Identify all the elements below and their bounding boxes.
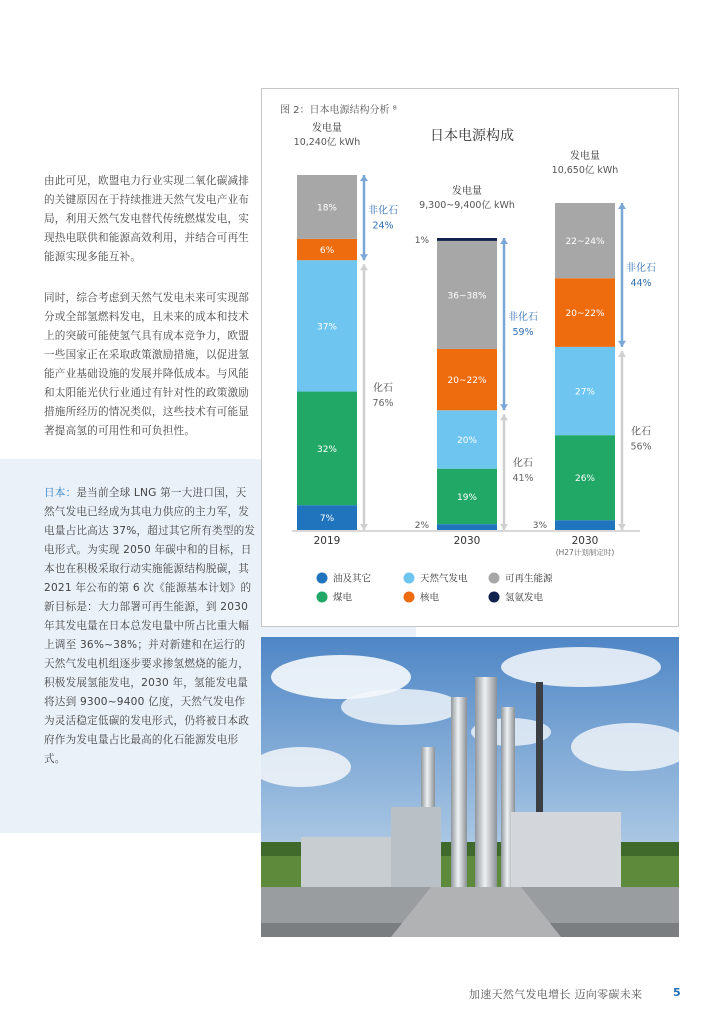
data-label-lng: 37%	[316, 322, 338, 333]
bar-segment-oil	[437, 524, 497, 530]
data-label-lng: 20%	[456, 435, 478, 446]
fossil-label: 化石	[513, 458, 533, 470]
power-mix-chart	[262, 89, 680, 628]
total-value: 10,240亿 kWh	[293, 137, 361, 148]
bracket-arrow	[618, 203, 626, 209]
nonfossil-value: 44%	[630, 277, 652, 289]
total-label: 发电量	[570, 151, 600, 162]
fossil-label: 化石	[373, 383, 393, 395]
data-label-oil: 7%	[319, 514, 335, 525]
fossil-value: 41%	[512, 473, 534, 485]
japan-label: 日本：	[44, 487, 77, 499]
bracket-arrow	[500, 404, 508, 410]
data-label-lng: 27%	[574, 387, 596, 398]
data-label-renew: 36~38%	[447, 291, 487, 302]
legend-swatch-hydrogen	[489, 592, 500, 603]
legend-label-coal: 煤电	[333, 592, 353, 604]
bar-segment-hydrogen	[437, 238, 497, 241]
figure-caption: 图 2：日本电源结构分析 ⁸	[280, 105, 397, 116]
legend-swatch-nuclear	[404, 592, 415, 603]
paragraph-eu-summary: 由此可见，欧盟电力行业实现二氧化碳减排的关键原因在于持续推进天然气发电产业布局，利用天然气发电替代传统燃煤发电，实现热电联供和能源高效利用，并结合可再生能源实现多能互补。	[44, 175, 250, 263]
bracket-arrow	[360, 524, 368, 530]
nonfossil-label: 非化石	[508, 312, 538, 324]
nonfossil-label: 非化石	[368, 205, 398, 217]
gas-plant-photo	[261, 637, 679, 937]
data-label-renew: 18%	[316, 203, 338, 214]
fossil-value: 56%	[630, 441, 652, 453]
paragraph-japan	[44, 484, 256, 769]
legend-swatch-oil	[317, 573, 328, 584]
bracket-arrow	[360, 264, 368, 270]
small-label-oil: 3%	[532, 521, 547, 531]
data-label-coal: 32%	[316, 444, 338, 455]
bracket-arrow	[500, 414, 508, 420]
nonfossil-value: 59%	[512, 327, 534, 339]
legend-label-lng: 天然气发电	[420, 573, 468, 585]
paragraph-hydrogen-policy: 同时，综合考虑到天然气发电未来可实现部分或全部氢燃料发电，且未来的成本和技术上的突破可能使氢气具有成本竞争力，欧盟一些国家正在采取政策激励措施，以促进氢能产业基础设施的发展并降低成本。与风能和太阳能光伏行业通过有针对性的政策激励措施所经历的情况类似，这些技术有可能显著提高氢的可用性和可负担性。	[44, 292, 250, 437]
chart-title: 日本电源构成	[430, 128, 514, 144]
nonfossil-label: 非化石	[626, 262, 656, 274]
fossil-label: 化石	[631, 426, 651, 438]
legend-swatch-renew	[489, 573, 500, 584]
total-value: 10,650亿 kWh	[551, 165, 619, 176]
page-number: 5	[673, 986, 681, 999]
bracket-arrow	[500, 238, 508, 244]
bracket-arrow	[618, 351, 626, 357]
legend-label-oil: 油及其它	[333, 573, 372, 585]
legend-label-renew: 可再生能源	[505, 573, 553, 585]
data-label-coal: 26%	[574, 474, 596, 485]
data-label-nuclear: 20~22%	[447, 376, 487, 387]
japan-body: 是当前全球 LNG 第一大进口国，天然气发电已经成为其电力供应的主力军，发电量占比高达 37%，超过其它所有类型的发电形式。为实现 2050 年碳中和的目标，日本也在积极采取行动实施能源结构脱碳，其 2021 年公布的第 6 次《能源基本计划》的新目标是：大力部署可再生能源，到 2030 年其发电量在日本总发电量中所占比重大幅上调至 36%~38%；并对新建和在运行的天然气发电机组逐步要求掺氢燃烧的能力，积极发展氢能发电，2030 年，氢能发电量将达到 9300~9400 亿度，天然气发电作为灵活稳定低碳的发电形式，仍将被日本政府作为发电量占比最高的化石能源发电形式。	[44, 487, 256, 765]
nonfossil-value: 24%	[372, 220, 394, 232]
legend-label-hydrogen: 氢氨发电	[505, 592, 544, 604]
small-label-oil: 2%	[414, 521, 429, 531]
data-label-nuclear: 6%	[319, 246, 335, 257]
data-label-coal: 19%	[456, 492, 478, 503]
legend-swatch-lng	[404, 573, 415, 584]
footer-title: 加速天然气发电增长 迈向零碳未来	[469, 988, 643, 1001]
figure-2-frame	[261, 88, 679, 627]
total-value: 9,300~9,400亿 kWh	[419, 200, 515, 211]
category-label: 2030	[571, 535, 599, 547]
category-label: 2019	[313, 535, 341, 547]
legend-label-nuclear: 核电	[420, 592, 440, 604]
category-label: 2030	[453, 535, 481, 547]
total-label: 发电量	[312, 123, 342, 134]
bracket-arrow	[360, 254, 368, 260]
category-note: (H27计划制定时)	[555, 548, 615, 557]
data-label-nuclear: 20~22%	[565, 309, 605, 320]
data-label-renew: 22~24%	[565, 237, 605, 248]
bracket-arrow	[618, 341, 626, 347]
bracket-arrow	[618, 524, 626, 530]
fossil-value: 76%	[372, 398, 394, 410]
legend-swatch-coal	[317, 592, 328, 603]
bracket-arrow	[500, 524, 508, 530]
bracket-arrow	[360, 175, 368, 181]
bar-segment-oil	[555, 520, 615, 530]
small-label-hydrogen: 1%	[414, 236, 429, 246]
total-label: 发电量	[452, 186, 482, 197]
